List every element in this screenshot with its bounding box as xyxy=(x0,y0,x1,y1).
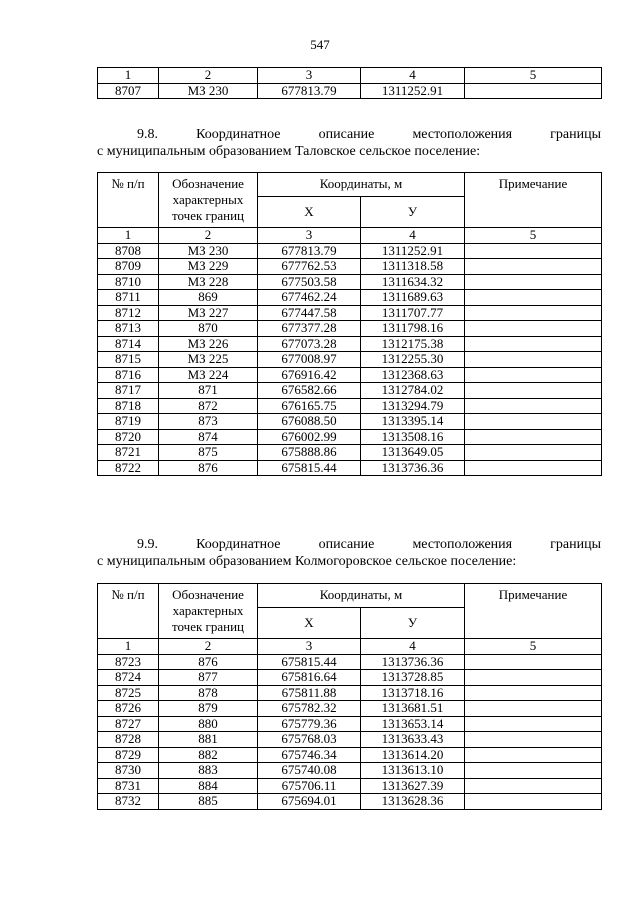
note-cell xyxy=(465,336,602,352)
x-coordinate-cell: 676582.66 xyxy=(258,383,361,399)
table-row xyxy=(98,305,602,321)
x-coordinate-cell: 676088.50 xyxy=(258,414,361,430)
table-row xyxy=(98,243,602,259)
table-row xyxy=(98,429,602,445)
col-number-cell: 5 xyxy=(465,639,602,655)
note-cell xyxy=(465,670,602,686)
table-row xyxy=(98,414,602,430)
point-designation-cell: 885 xyxy=(159,794,258,810)
header-x: Х xyxy=(258,608,361,639)
y-coordinate-cell: 1313614.20 xyxy=(361,747,465,763)
row-number-cell: 8722 xyxy=(98,460,159,476)
point-designation-cell: 875 xyxy=(159,445,258,461)
x-coordinate-cell: 675888.86 xyxy=(258,445,361,461)
row-number-cell: 8728 xyxy=(98,732,159,748)
point-designation-cell: МЗ 226 xyxy=(159,336,258,352)
x-coordinate-cell: 677503.58 xyxy=(258,274,361,290)
y-coordinate-cell: 1311707.77 xyxy=(361,305,465,321)
note-cell xyxy=(465,445,602,461)
point-designation-cell: 870 xyxy=(159,321,258,337)
point-designation-cell: МЗ 229 xyxy=(159,259,258,275)
row-number-cell: 8726 xyxy=(98,701,159,717)
point-designation-cell: 876 xyxy=(159,654,258,670)
x-coordinate-cell: 675782.32 xyxy=(258,701,361,717)
row-number-cell: 8717 xyxy=(98,383,159,399)
header-num: № п/п xyxy=(98,173,159,228)
col-number-cell: 4 xyxy=(361,639,465,655)
col-number-cell: 3 xyxy=(258,639,361,655)
row-number-cell: 8721 xyxy=(98,445,159,461)
row-number-cell: 8707 xyxy=(98,83,159,99)
heading-word: описание xyxy=(318,127,375,142)
row-number-cell: 8719 xyxy=(98,414,159,430)
row-number-cell: 8720 xyxy=(98,429,159,445)
note-cell xyxy=(465,747,602,763)
point-designation-cell: МЗ 224 xyxy=(159,367,258,383)
x-coordinate-cell: 676916.42 xyxy=(258,367,361,383)
note-cell xyxy=(465,716,602,732)
col-number-cell: 1 xyxy=(98,228,159,244)
column-number-row xyxy=(98,639,602,655)
note-cell xyxy=(465,685,602,701)
row-number-cell: 8710 xyxy=(98,274,159,290)
heading-word: Координатное xyxy=(196,537,281,552)
header-y: У xyxy=(361,197,465,228)
heading-word: границы xyxy=(550,537,601,552)
y-coordinate-cell: 1311252.91 xyxy=(361,243,465,259)
point-designation-cell: 872 xyxy=(159,398,258,414)
table-row xyxy=(98,794,602,810)
note-cell xyxy=(465,383,602,399)
table-row xyxy=(98,321,602,337)
x-coordinate-cell: 675706.11 xyxy=(258,778,361,794)
y-coordinate-cell: 1313736.36 xyxy=(361,460,465,476)
table-row xyxy=(98,685,602,701)
x-coordinate-cell: 676002.99 xyxy=(258,429,361,445)
page-number: 547 xyxy=(310,37,330,52)
note-cell xyxy=(465,274,602,290)
coordinates-table-talovskoe xyxy=(97,172,602,476)
point-designation-cell: 873 xyxy=(159,414,258,430)
y-coordinate-cell: 1313653.14 xyxy=(361,716,465,732)
heading-word: местоположения xyxy=(412,537,513,552)
row-number-cell: 8712 xyxy=(98,305,159,321)
point-designation-cell: МЗ 225 xyxy=(159,352,258,368)
row-number-cell: 8716 xyxy=(98,367,159,383)
header-coordinates: Координаты, м xyxy=(258,584,465,608)
y-coordinate-cell: 1313508.16 xyxy=(361,429,465,445)
y-coordinate-cell: 1313395.14 xyxy=(361,414,465,430)
point-designation-cell: МЗ 227 xyxy=(159,305,258,321)
row-number-cell: 8723 xyxy=(98,654,159,670)
point-designation-cell: МЗ 230 xyxy=(159,243,258,259)
table-row xyxy=(98,290,602,306)
table-body xyxy=(98,243,602,476)
point-designation-cell: МЗ 228 xyxy=(159,274,258,290)
y-coordinate-cell: 1311689.63 xyxy=(361,290,465,306)
x-coordinate-cell: 675746.34 xyxy=(258,747,361,763)
note-cell xyxy=(465,290,602,306)
header-note: Примечание xyxy=(465,584,602,639)
table-header-row xyxy=(98,584,602,608)
table-row xyxy=(98,778,602,794)
x-coordinate-cell: 675779.36 xyxy=(258,716,361,732)
continuation-table xyxy=(97,67,602,99)
y-coordinate-cell: 1313649.05 xyxy=(361,445,465,461)
col-number-cell: 3 xyxy=(258,68,361,84)
heading-word: Координатное xyxy=(196,127,281,142)
row-number-cell: 8730 xyxy=(98,763,159,779)
point-designation-cell: 884 xyxy=(159,778,258,794)
note-cell xyxy=(465,460,602,476)
x-coordinate-cell: 675815.44 xyxy=(258,460,361,476)
header-coordinates: Координаты, м xyxy=(258,173,465,197)
note-cell xyxy=(465,701,602,717)
note-cell xyxy=(465,778,602,794)
note-cell xyxy=(465,429,602,445)
section-9-9-heading xyxy=(97,536,601,570)
point-designation-cell: 869 xyxy=(159,290,258,306)
x-coordinate-cell: 675811.88 xyxy=(258,685,361,701)
row-number-cell: 8711 xyxy=(98,290,159,306)
x-coordinate-cell: 675694.01 xyxy=(258,794,361,810)
row-number-cell: 8715 xyxy=(98,352,159,368)
table-row xyxy=(98,383,602,399)
heading-word: границы xyxy=(550,127,601,142)
y-coordinate-cell: 1312175.38 xyxy=(361,336,465,352)
point-designation-cell: 883 xyxy=(159,763,258,779)
table-row xyxy=(98,83,602,99)
note-cell xyxy=(465,83,602,99)
y-coordinate-cell: 1312368.63 xyxy=(361,367,465,383)
note-cell xyxy=(465,367,602,383)
table-row xyxy=(98,274,602,290)
note-cell xyxy=(465,763,602,779)
col-number-cell: 2 xyxy=(159,228,258,244)
col-number-cell: 5 xyxy=(465,228,602,244)
x-coordinate-cell: 675768.03 xyxy=(258,732,361,748)
table-row xyxy=(98,763,602,779)
point-designation-cell: 876 xyxy=(159,460,258,476)
point-designation-cell: 874 xyxy=(159,429,258,445)
header-y: У xyxy=(361,608,465,639)
row-number-cell: 8708 xyxy=(98,243,159,259)
section-number: 9.8. xyxy=(137,127,158,142)
table-row xyxy=(98,747,602,763)
y-coordinate-cell: 1313633.43 xyxy=(361,732,465,748)
x-coordinate-cell: 675816.64 xyxy=(258,670,361,686)
note-cell xyxy=(465,654,602,670)
coordinates-table-kolmogorovskoe xyxy=(97,583,602,810)
header-num: № п/п xyxy=(98,584,159,639)
point-designation-cell: МЗ 230 xyxy=(159,83,258,99)
row-number-cell: 8732 xyxy=(98,794,159,810)
point-designation-cell: 877 xyxy=(159,670,258,686)
row-number-cell: 8729 xyxy=(98,747,159,763)
x-coordinate-cell: 675815.44 xyxy=(258,654,361,670)
table-header-row xyxy=(98,173,602,197)
y-coordinate-cell: 1311318.58 xyxy=(361,259,465,275)
row-number-cell: 8731 xyxy=(98,778,159,794)
table-row xyxy=(98,398,602,414)
section-9-8-heading xyxy=(97,126,601,160)
row-number-cell: 8718 xyxy=(98,398,159,414)
x-coordinate-cell: 677377.28 xyxy=(258,321,361,337)
y-coordinate-cell: 1313736.36 xyxy=(361,654,465,670)
col-number-cell: 4 xyxy=(361,68,465,84)
x-coordinate-cell: 677813.79 xyxy=(258,83,361,99)
col-number-cell: 4 xyxy=(361,228,465,244)
y-coordinate-cell: 1313728.85 xyxy=(361,670,465,686)
col-number-cell: 2 xyxy=(159,639,258,655)
note-cell xyxy=(465,414,602,430)
point-designation-cell: 878 xyxy=(159,685,258,701)
note-cell xyxy=(465,732,602,748)
y-coordinate-cell: 1313718.16 xyxy=(361,685,465,701)
note-cell xyxy=(465,398,602,414)
table-body xyxy=(98,654,602,809)
table-row xyxy=(98,259,602,275)
x-coordinate-cell: 677008.97 xyxy=(258,352,361,368)
y-coordinate-cell: 1311634.32 xyxy=(361,274,465,290)
y-coordinate-cell: 1313613.10 xyxy=(361,763,465,779)
x-coordinate-cell: 677073.28 xyxy=(258,336,361,352)
point-designation-cell: 881 xyxy=(159,732,258,748)
y-coordinate-cell: 1313627.39 xyxy=(361,778,465,794)
heading-line-2: с муниципальным образованием Колмогоровское сельское поселение: xyxy=(97,554,517,569)
note-cell xyxy=(465,305,602,321)
table-row xyxy=(98,460,602,476)
x-coordinate-cell: 677447.58 xyxy=(258,305,361,321)
row-number-cell: 8724 xyxy=(98,670,159,686)
x-coordinate-cell: 677462.24 xyxy=(258,290,361,306)
note-cell xyxy=(465,321,602,337)
row-number-cell: 8713 xyxy=(98,321,159,337)
col-number-cell: 1 xyxy=(98,639,159,655)
table-row xyxy=(98,352,602,368)
y-coordinate-cell: 1313681.51 xyxy=(361,701,465,717)
row-number-cell: 8727 xyxy=(98,716,159,732)
point-designation-cell: 880 xyxy=(159,716,258,732)
header-note: Примечание xyxy=(465,173,602,228)
y-coordinate-cell: 1311252.91 xyxy=(361,83,465,99)
note-cell xyxy=(465,259,602,275)
section-number: 9.9. xyxy=(137,537,158,552)
y-coordinate-cell: 1313294.79 xyxy=(361,398,465,414)
x-coordinate-cell: 677762.53 xyxy=(258,259,361,275)
note-cell xyxy=(465,352,602,368)
point-designation-cell: 882 xyxy=(159,747,258,763)
table-row xyxy=(98,732,602,748)
note-cell xyxy=(465,243,602,259)
y-coordinate-cell: 1312784.02 xyxy=(361,383,465,399)
point-designation-cell: 879 xyxy=(159,701,258,717)
table-row xyxy=(98,716,602,732)
note-cell xyxy=(465,794,602,810)
y-coordinate-cell: 1313628.36 xyxy=(361,794,465,810)
col-number-cell: 5 xyxy=(465,68,602,84)
row-number-cell: 8709 xyxy=(98,259,159,275)
row-number-cell: 8714 xyxy=(98,336,159,352)
header-x: Х xyxy=(258,197,361,228)
table-row xyxy=(98,367,602,383)
x-coordinate-cell: 675740.08 xyxy=(258,763,361,779)
heading-word: описание xyxy=(318,537,375,552)
header-designation: Обозначение характерных точек границ xyxy=(159,584,258,639)
table-row xyxy=(98,670,602,686)
col-number-cell: 3 xyxy=(258,228,361,244)
table-row xyxy=(98,654,602,670)
y-coordinate-cell: 1311798.16 xyxy=(361,321,465,337)
column-number-row xyxy=(98,68,602,84)
point-designation-cell: 871 xyxy=(159,383,258,399)
x-coordinate-cell: 677813.79 xyxy=(258,243,361,259)
x-coordinate-cell: 676165.75 xyxy=(258,398,361,414)
y-coordinate-cell: 1312255.30 xyxy=(361,352,465,368)
row-number-cell: 8725 xyxy=(98,685,159,701)
table-row xyxy=(98,336,602,352)
col-number-cell: 1 xyxy=(98,68,159,84)
heading-line-2: с муниципальным образованием Таловское сельское поселение: xyxy=(97,144,481,159)
col-number-cell: 2 xyxy=(159,68,258,84)
table-row xyxy=(98,701,602,717)
heading-word: местоположения xyxy=(412,127,513,142)
header-designation: Обозначение характерных точек границ xyxy=(159,173,258,228)
table-row xyxy=(98,445,602,461)
column-number-row xyxy=(98,228,602,244)
